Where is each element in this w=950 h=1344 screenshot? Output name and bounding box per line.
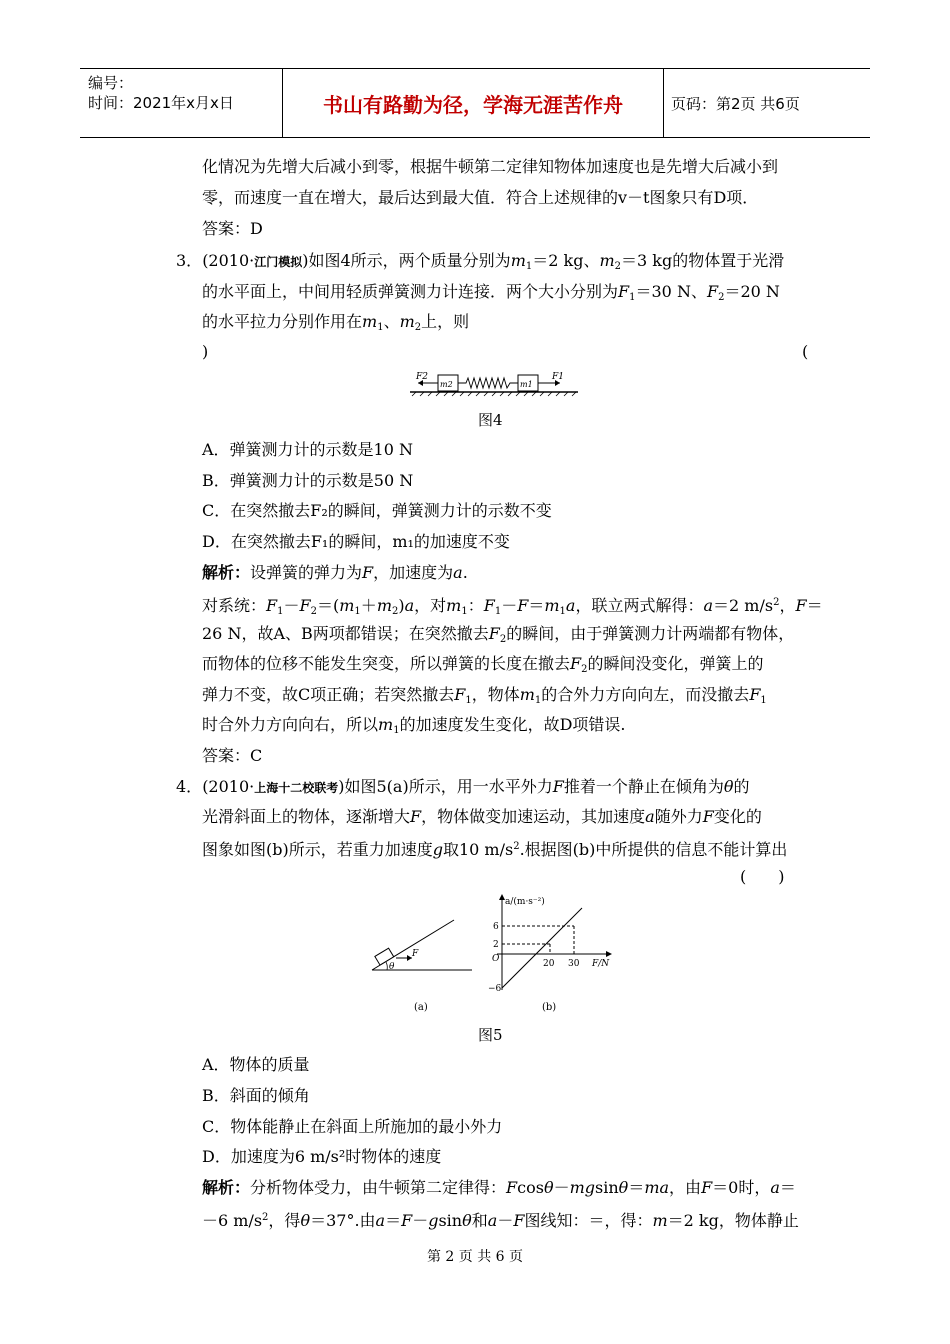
fig4-f2-label: F2 [416,372,428,382]
fig5b-x30: 30 [568,959,580,969]
q3-option-a: A．弹簧测力计的示数是10 N [202,440,414,459]
fig5b-origin: O [492,954,500,964]
figure-4-caption: 图4 [478,411,503,429]
q4-bracket: ( ) [740,867,785,886]
q4-option-d: D．加速度为6 m/s²时物体的速度 [202,1147,442,1166]
q4-analysis-label: 解析： [202,1178,251,1197]
fig5b-yneg: −6 [488,984,502,994]
fig5a-caption: (a) [414,1002,428,1013]
fig5b-yaxis: a/(m·s⁻²) [505,897,545,907]
q3-option-b: B．弹簧测力计的示数是50 N [202,471,414,490]
fig4-f1-label: F1 [552,372,564,382]
figure-5-caption: 图5 [478,1026,503,1044]
q3-option-c: C．在突然撤去F₂的瞬间，弹簧测力计的示数不变 [202,501,552,520]
fig4-m2-label: m2 [440,380,453,389]
q3-number: 3． [176,251,203,270]
q4-stem-line-3: 图象如图(b)所示，若重力加速度g取10 $m/s^2$.根据图(b)中所提供的信息不能计算出 [202,840,788,859]
page-label: 页码：第2页 共6页 [671,94,800,113]
q4-analysis-line-2: －6 $m/s^2$，得θ＝37°.由a＝F－gsinθ和a－F图线知：＝，得：m＝2 kg，物体静止 [202,1211,799,1230]
date-label: 时间：2021年x月x日 [88,94,234,112]
q4-option-a: A．物体的质量 [202,1055,310,1074]
q4-option-b: B．斜面的倾角 [202,1086,310,1105]
intro-line-2: 零，而速度一直在增大，最后达到最大值．符合上述规律的v－t图象只有D项． [202,188,759,207]
motto: 书山有路勤为径，学海无涯苦作舟 [282,69,664,137]
q3-bracket-close: ) [202,342,209,361]
q4-stem-line-1: 4．(2010·上海十二校联考)如图5(a)所示，用一水平外力F推着一个静止在倾角为θ的 [176,777,750,796]
q3-analysis-label: 解析： [202,563,251,582]
fig5b-x20: 20 [543,959,555,969]
fig5a-theta: θ [389,962,395,972]
q3-answer: 答案：C [202,746,263,765]
header-meta [80,69,282,137]
q4-number: 4． [176,777,203,796]
q3-source: 江门模拟 [254,255,303,269]
page-footer: 第 2 页 共 6 页 [426,1249,524,1265]
fig4-m1-label: m1 [520,380,533,389]
q3-analysis-line-3: 26 N，故A、B两项都错误；在突然撤去$F_2$的瞬间，由于弹簧测力计两端都有物体， [202,624,795,645]
q3-option-d: D．在突然撤去F₁的瞬间，m₁的加速度不变 [202,532,510,551]
fig5b-xaxis: F/N [592,959,610,969]
q3-analysis-line-1: 解析：设弹簧的弹力为F，加速度为a. [202,563,468,582]
page-header [80,68,870,138]
fig5a-force: F [412,949,419,959]
q4-stem-line-2: 光滑斜面上的物体，逐渐增大F，物体做变加速运动，其加速度a随外力F变化的 [202,807,762,826]
q3-analysis-line-4: 而物体的位移不能发生突变，所以弹簧的长度在撤去$F_2$的瞬间没变化，弹簧上的 [202,654,764,675]
figure-4 [410,366,580,400]
q3-analysis-line-2: 对系统：$F_1-F_2=(m_1+m_2)a$，对$m_1$：$F_1-F=m_1a$，联立两式解得：a＝2 $m/s^2$，F＝ [202,596,823,617]
q4-analysis-line-1: 解析：分析物体受力，由牛顿第二定律得：Fcosθ－mgsinθ＝ma，由F＝0时，a＝ [202,1178,796,1197]
q3-stem-line-3: 的水平拉力分别作用在$m_1$、$m_2$上，则 [202,312,470,333]
figure-5 [362,890,627,1020]
fig5b-caption: (b) [542,1002,557,1013]
q3-stem-line-1: 3．(2010·江门模拟)如图4所示，两个质量分别为$m_1=2$ kg、$m_2=3$ kg的物体置于光滑 [176,251,785,272]
intro-line-1: 化情况为先增大后减小到零，根据牛顿第二定律知物体加速度也是先增大后减小到 [202,157,779,176]
q3-stem-line-2: 的水平面上，中间用轻质弹簧测力计连接．两个大小分别为$F_1=30$ N、$F_2=20$ N [202,282,780,303]
number-label: 编号： [88,74,134,92]
intro-answer: 答案：D [202,219,263,238]
q4-source: 上海十二校联考 [254,781,339,795]
q3-analysis-line-5: 弹力不变，故C项正确；若突然撤去$F_1$，物体$m_1$的合外力方向向左，而没撤去$F_1$ [202,685,767,706]
q3-bracket-open: ( [802,342,809,361]
q4-option-c: C．物体能静止在斜面上所施加的最小外力 [202,1117,503,1136]
q3-analysis-line-6: 时合外力方向向右，所以$m_1$的加速度发生变化，故D项错误. [202,715,626,736]
fig5b-y2: 2 [493,940,499,950]
fig5b-y6: 6 [493,922,499,932]
